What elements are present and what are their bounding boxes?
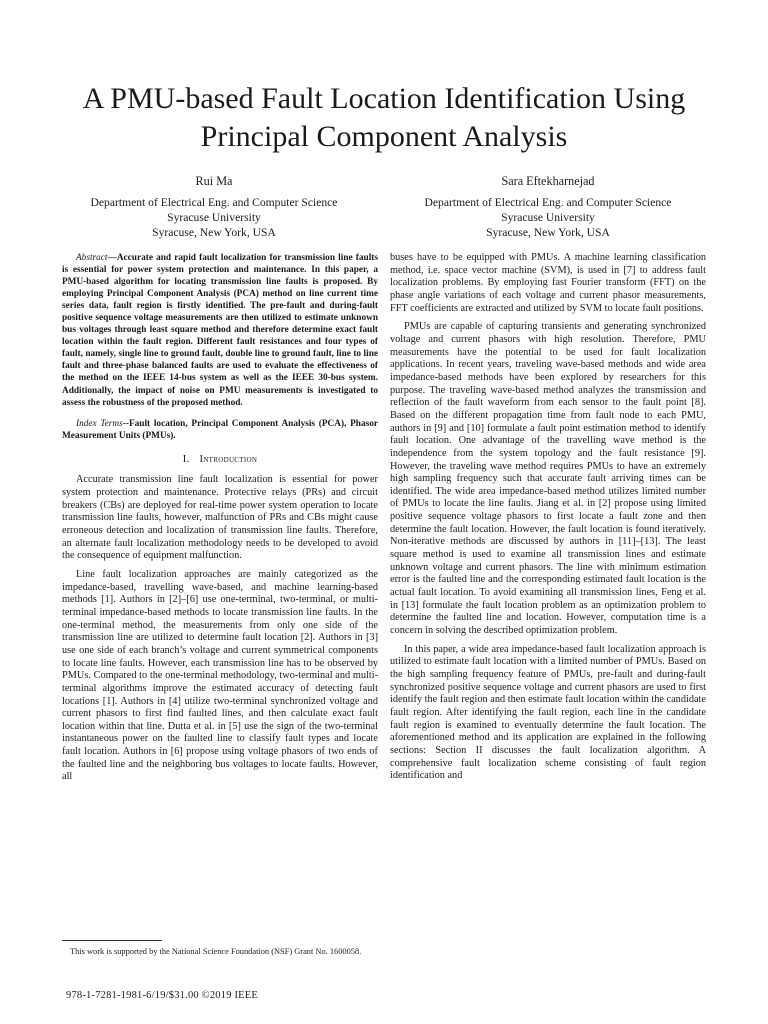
paragraph: buses have to be equipped with PMUs. A machine learning classification method, i.e. space vector machine (SVM), is used in [7] to address fault localization problems. By employing fast Fourier transform (FFT) on the phase angle variations of each voltage and current phasor measurements, FFT coefficients are extracted and utilized by SVM to locate fault positions. [390, 252, 706, 314]
paragraph: PMUs are capable of capturing transients and generating synchronized voltage and current phasors with high resolution. Therefore, PMU measurements have the potential to be used for fault localization applications. In recent years, traveling wave-based methods and wide area impedance-based methods have been explored by researchers for this purpose. The traveling wave-based method analyzes the transmission and reflection of the fault waveform from each sensor to the fault point [8]. Based on the different propagation time from fault node to each PMU, authors in [9] and [10] formulate a fault point estimation method to identify fault location. One advantage of the travelling wave method is the independence from the system topology and the fault resistance [9]. However, the traveling wave method requires PMUs to have an extremely high sampling frequency such that accurate fault arriving times can be identified. The wide area impedance-based method utilizes limited number of PMUs to locate the line faults. Jiang et al. in [2] propose using limited positive sequence voltage phasors to first locate a fault zone and then determine the fault location. However, the fault location is found iteratively. Non-iterative methods are discussed by authors in [11]–[13]. The least square method is used to examine all transmission lines and estimate unknown voltage and current phasors. The line with minimum estimation error is the faulted line and the corresponding estimated fault location is the actual fault location. To avoid examining all transmission lines, Feng et al. in [13] formulate the fault location problem as an optimization problem to determine the faulted line and location. However, computation time is a concern in solving the described optimization problem. [390, 321, 706, 637]
author-name: Rui Ma [195, 174, 233, 188]
author-univ: Syracuse University [501, 211, 595, 224]
section-number: I. [182, 453, 190, 465]
author-city: Syracuse, New York, USA [486, 226, 610, 239]
footer-identifier: 978-1-7281-1981-6/19/$31.00 ©2019 IEEE [66, 990, 259, 1001]
author-block-2 [398, 174, 698, 240]
paragraph: In this paper, a wide area impedance-based fault localization approach is utilized to estimate fault location with a limited number of PMUs. Based on the high sampling frequency feature of PMUs, pre-fault and during-fault synchronized positive sequence voltage and current phasors are used to first identify the fault region and then estimate fault location within the candidate fault region. After identifying the fault region, each line in the candidate fault region is examined to eventually determine the fault location. The aforementioned method and its application are explained in the following sections: Section II discusses the fault localization algorithm. A comprehensive fault localization scheme consisting of fault region identification and [390, 643, 706, 782]
index-terms-label: Index Terms [76, 418, 123, 429]
author-city: Syracuse, New York, USA [152, 226, 276, 239]
index-terms [62, 418, 378, 442]
paragraph: Accurate transmission line fault localization is essential for power system protection and maintenance. Protective relays (PRs) and circuit breakers (CBs) are deployed for real-time power system operation to locate transmission line faults, however, malfunction of PRs and CBs might cause erroneous detection and localization of transmission line faults. Therefore, an alternate fault localization methodology needs to be developed to avoid the consequence of equipment malfunction. [62, 474, 378, 562]
abstract [62, 252, 378, 409]
right-column [390, 252, 706, 789]
author-block-1 [64, 174, 364, 240]
author-dept: Department of Electrical Eng. and Computer Science [90, 196, 338, 209]
paper-title: A PMU-based Fault Location Identification Using Principal Component Analysis [82, 82, 686, 153]
author-dept: Department of Electrical Eng. and Computer Science [424, 196, 672, 209]
footnote-rule [62, 940, 162, 941]
section-heading-introduction [62, 454, 378, 467]
abstract-text: Accurate and rapid fault localization for transmission line faults is essential for power system protection and maintenance. In this paper, a PMU-based algorithm for locating transmission line faults is proposed. By employing Principal Component Analysis (PCA) method on line current time series data, fault region is firstly identified. The pre-fault and during-fault positive sequence voltage measurements are then utilized to estimate unknown bus voltages through least square method and therefore determine exact fault location within the fault region. Different fault resistances and four types of fault, namely, single line to ground fault, double line to ground fault, line to line fault and three-phase balanced faults are used to evaluate the effectiveness of the method on the IEEE 14-bus system as well as the IEEE 30-bus system. Additionally, the impact of noise on PMU measurements is investigated to assess the robustness of the proposed method. [62, 253, 378, 408]
index-terms-text: --Fault location, Principal Component Analysis (PCA), Phasor Measurement Units (PMUs). [62, 418, 378, 441]
paragraph: Line fault localization approaches are mainly categorized as the impedance-based, travelling wave-based, and machine learning-based methods [1]. Authors in [2]–[6] use one-terminal, two-terminal, or multi-terminal impedance-based methods to locate transmission line faults. In the one-terminal method, the measurements from only one side of the transmission line are utilized to determine fault location [2]. Authors in [3] use one side of each branch’s voltage and current symmetrical components to locate line faults. However, each transmission line has to be observed by PMUs. Compared to the one-terminal methodology, two-terminal and multi-terminal algorithms improve the estimated accuracy of detecting fault locations [1]. Authors in [4] utilize two-terminal synchronized voltage and current phasors to first find faulted lines, and then calculate exact fault location within that line. Dutta et al. in [5] use the sign of the two-terminal instantaneous power on the faulted line to classify fault types and locate fault location. Authors in [6] propose using voltage phasors of two ends of the faulted line and the neighboring bus voltages to locate faults. However, all [62, 568, 378, 783]
author-name: Sara Eftekharnejad [501, 174, 595, 188]
abstract-label: Abstract [76, 253, 108, 263]
abstract-dash: — [107, 253, 117, 263]
section-title: Introduction [199, 453, 258, 465]
left-column [62, 252, 378, 790]
footnote: This work is supported by the National Science Foundation (NSF) Grant No. 1600058. [70, 947, 362, 956]
author-univ: Syracuse University [167, 211, 261, 224]
